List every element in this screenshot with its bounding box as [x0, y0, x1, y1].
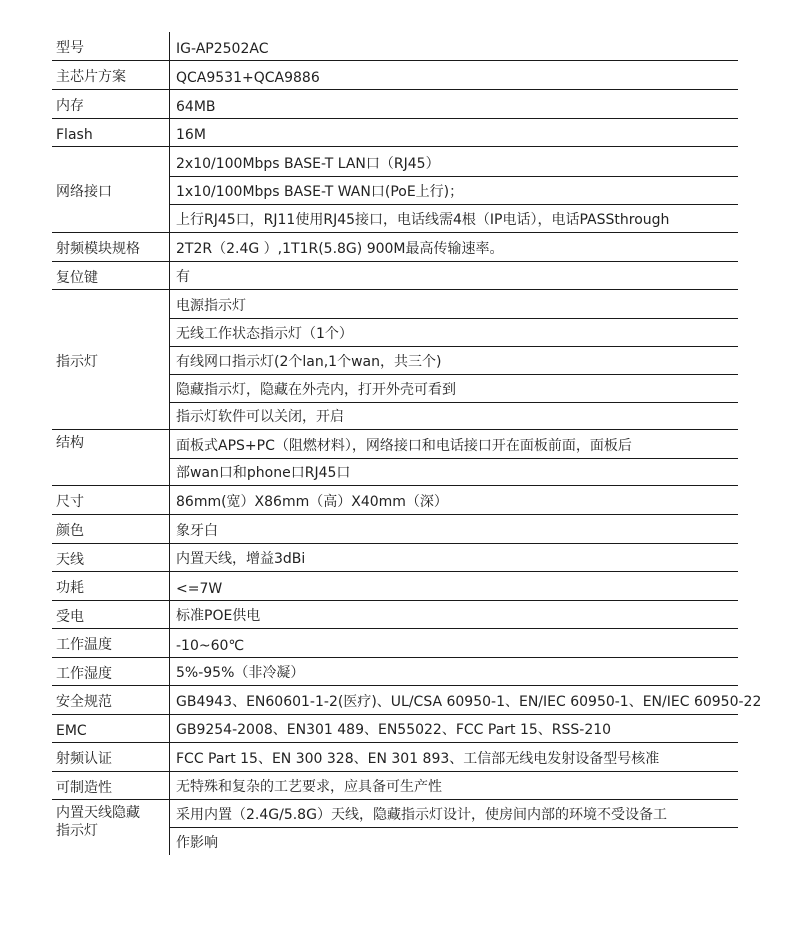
spec-label: 指示灯 [52, 290, 170, 429]
spec-label: 内存 [52, 90, 170, 118]
spec-row [52, 119, 738, 147]
spec-values [170, 486, 738, 514]
spec-row [52, 601, 738, 629]
spec-value: 指示灯软件可以关闭，开启 [170, 402, 738, 429]
spec-values [170, 290, 738, 429]
spec-values [170, 119, 738, 146]
spec-values [170, 743, 738, 771]
spec-label: 受电 [52, 601, 170, 628]
spec-row [52, 290, 738, 430]
spec-value: 电源指示灯 [176, 298, 246, 314]
spec-value: <=7W [176, 581, 223, 597]
spec-value: QCA9531+QCA9886 [176, 70, 320, 86]
spec-value: -10~60℃ [176, 638, 245, 654]
spec-value: 无特殊和复杂的工艺要求，应具备可生产性 [176, 779, 442, 795]
spec-value: GB9254-2008、EN301 489、EN55022、FCC Part 15、RSS-210 [176, 722, 612, 738]
spec-row [52, 32, 738, 61]
spec-label: 功耗 [52, 572, 170, 600]
spec-row [52, 147, 738, 233]
spec-label: EMC [52, 715, 170, 742]
spec-row [52, 686, 762, 715]
spec-label: 网络接口 [52, 147, 170, 232]
spec-value: 内置天线，增益3dBi [176, 551, 306, 567]
spec-values [170, 32, 738, 60]
spec-values [170, 715, 738, 742]
spec-row [52, 743, 738, 772]
spec-row [52, 515, 738, 544]
spec-values [170, 61, 738, 89]
spec-values [170, 90, 738, 118]
spec-row [52, 262, 738, 290]
spec-value: 标准POE供电 [176, 608, 261, 624]
spec-values [170, 544, 738, 571]
spec-values [170, 629, 738, 657]
spec-label: 安全规范 [52, 686, 170, 714]
spec-table [52, 32, 762, 855]
spec-value: 面板式APS+PC（阻燃材料），网络接口和电话接口开在面板前面，面板后 [176, 438, 632, 454]
spec-values [170, 262, 738, 289]
spec-values [170, 430, 738, 485]
spec-label: 内置天线隐藏 指示灯 [52, 800, 170, 855]
spec-values [170, 147, 738, 232]
spec-value: 86mm(宽）X86mm（高）X40mm（深） [176, 494, 448, 510]
spec-values [170, 686, 761, 714]
spec-values [170, 772, 738, 799]
spec-value: 无线工作状态指示灯（1个） [170, 318, 738, 346]
spec-value: 有线网口指示灯(2个lan,1个wan，共三个) [170, 346, 738, 374]
spec-value: 采用内置（2.4G/5.8G）天线，隐藏指示灯设计，使房间内部的环境不受设备工 [170, 800, 738, 828]
spec-values [170, 572, 738, 600]
spec-row [52, 800, 738, 855]
spec-values [170, 515, 738, 543]
spec-value: 作影响 [176, 835, 218, 851]
spec-row [52, 90, 738, 119]
spec-value: 2x10/100Mbps BASE-T LAN口（RJ45） [176, 156, 440, 172]
spec-label: 主芯片方案 [52, 61, 170, 89]
spec-label: 天线 [52, 544, 170, 571]
spec-label: 颜色 [52, 515, 170, 543]
spec-value: FCC Part 15、EN 300 328、EN 301 893、工信部无线电发射设备型号核准 [176, 751, 660, 767]
spec-value: 64MB [176, 99, 216, 115]
spec-value: 有 [176, 269, 190, 285]
spec-values [170, 658, 738, 685]
spec-row [52, 715, 738, 743]
spec-label: 工作湿度 [52, 658, 170, 685]
spec-value: 隐藏指示灯，隐藏在外壳内，打开外壳可看到 [170, 374, 738, 402]
spec-row [52, 544, 738, 572]
spec-label: 射频认证 [52, 743, 170, 771]
spec-value: 象牙白 [176, 523, 218, 539]
spec-values [170, 800, 738, 855]
spec-label: 工作温度 [52, 629, 170, 657]
spec-value: 16M [176, 127, 206, 143]
spec-value: 5%-95%（非冷凝） [176, 665, 305, 681]
spec-value: GB4943、EN60601-1-2(医疗)、UL/CSA 60950-1、EN/IEC 60950-1、EN/IEC 60950-22 [176, 694, 762, 710]
spec-row [52, 572, 738, 601]
spec-label: 结构 [52, 430, 170, 485]
spec-label: Flash [52, 119, 170, 146]
spec-label: 型号 [52, 32, 170, 60]
spec-row [52, 486, 738, 515]
spec-row [52, 233, 738, 262]
spec-value: 上行RJ45口，RJ11使用RJ45接口，电话线需4根（IP电话），电话PASSthrough [170, 204, 738, 232]
spec-value: 部wan口和phone口RJ45口 [170, 458, 738, 485]
spec-values [170, 601, 738, 628]
spec-row [52, 61, 738, 90]
spec-label: 可制造性 [52, 772, 170, 799]
spec-label: 尺寸 [52, 486, 170, 514]
spec-row [52, 629, 738, 658]
spec-row [52, 772, 738, 800]
spec-row [52, 658, 738, 686]
spec-value: 1x10/100Mbps BASE-T WAN口(PoE上行)； [170, 176, 738, 204]
spec-value: 2T2R（2.4G ）,1T1R(5.8G) 900M最高传输速率。 [176, 241, 504, 257]
spec-value: IG-AP2502AC [176, 41, 269, 57]
spec-label: 射频模块规格 [52, 233, 170, 261]
spec-values [170, 233, 738, 261]
spec-label: 复位键 [52, 262, 170, 289]
spec-row [52, 430, 738, 486]
